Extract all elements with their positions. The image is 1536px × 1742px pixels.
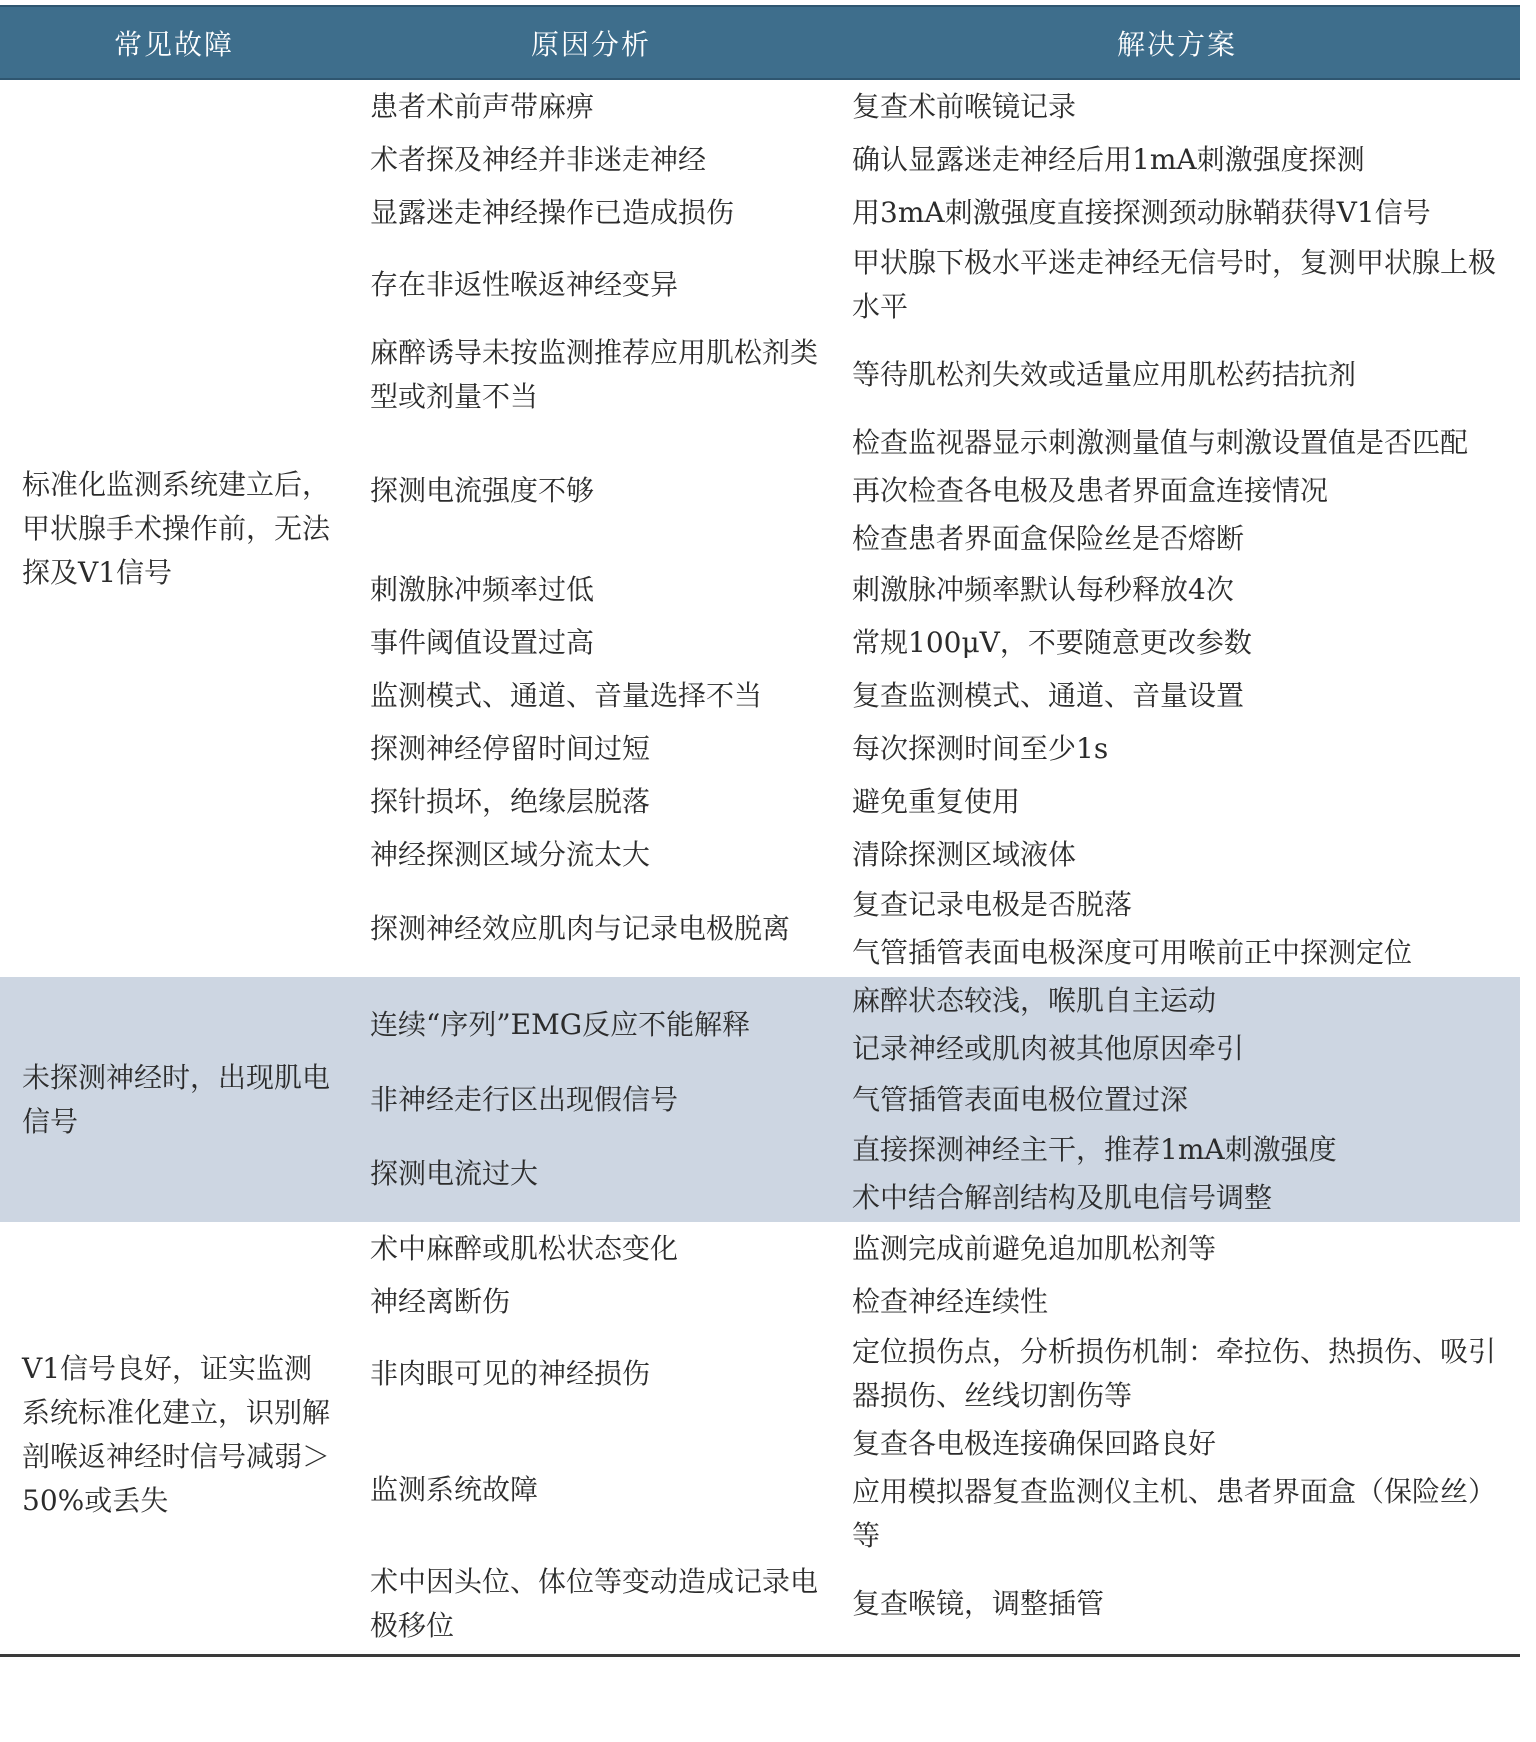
fault-group: [0, 1222, 1520, 1648]
cause-cell: 术者探及神经并非迷走神经: [370, 142, 707, 176]
table-header: [0, 5, 1520, 80]
solution-cell: [834, 775, 1520, 828]
table-row: [348, 1328, 1520, 1420]
cause-cell: 监测系统故障: [370, 1473, 539, 1506]
cause-cell: 术中因头位、体位等变动造成记录电极移位: [370, 1565, 819, 1642]
table-body: [0, 80, 1520, 1648]
table-row: [348, 419, 1520, 563]
solution-cell: [834, 828, 1520, 881]
cause-cell: 探针损坏，绝缘层脱落: [370, 784, 651, 818]
solution-item: 检查监视器显示刺激测量值与刺激设置值是否匹配: [852, 426, 1469, 459]
solution-cell: [834, 881, 1520, 977]
solution-cell: [834, 616, 1520, 669]
table-row: [348, 616, 1520, 669]
solution-item: 复查记录电极是否脱落: [852, 888, 1133, 921]
solution-item: 用3mA刺激强度直接探测颈动脉鞘获得V1信号: [852, 195, 1431, 229]
cause-cell: 术中麻醉或肌松状态变化: [370, 1231, 679, 1265]
solution-item: 监测完成前避免追加肌松剂等: [852, 1231, 1217, 1265]
solution-cell: [834, 1328, 1520, 1420]
solution-item: 等待肌松剂失效或适量应用肌松药拮抗剂: [852, 358, 1357, 391]
table-row: [348, 80, 1520, 133]
table-row: [348, 722, 1520, 775]
solution-cell: [834, 80, 1520, 133]
solution-cell: [834, 1126, 1520, 1222]
cause-cell: 连续“序列”EMG反应不能解释: [370, 1008, 751, 1041]
solution-item: 确认显露迷走神经后用1mA刺激强度探测: [852, 142, 1365, 176]
fault-text: V1信号良好，证实监测系统标准化建立，识别解剖喉返神经时信号减弱＞50%或丢失: [22, 1352, 331, 1517]
solution-item: 麻醉状态较浅，喉肌自主运动: [852, 984, 1217, 1017]
fault-cell: [0, 1222, 348, 1648]
solution-item: 甲状腺下极水平迷走神经无信号时，复测甲状腺上极水平: [852, 246, 1497, 323]
cause-cell: 神经离断伤: [370, 1284, 511, 1318]
table-row: [348, 775, 1520, 828]
solution-item: 复查各电极连接确保回路良好: [852, 1427, 1217, 1460]
solution-item: 气管插管表面电极深度可用喉前正中探测定位: [852, 936, 1413, 969]
table-row: [348, 186, 1520, 239]
solution-item: 复查术前喉镜记录: [852, 89, 1077, 123]
cause-cell: 事件阈值设置过高: [370, 625, 595, 659]
table-row: [348, 563, 1520, 616]
header-cause: 原因分析: [530, 27, 651, 61]
solution-item: 再次检查各电极及患者界面盒连接情况: [852, 474, 1329, 507]
fault-group: [0, 977, 1520, 1222]
cause-cell: 探测电流强度不够: [370, 474, 595, 507]
table-row: [348, 1222, 1520, 1275]
fault-cell: [0, 977, 348, 1222]
solution-item: 记录神经或肌肉被其他原因牵引: [852, 1032, 1245, 1065]
solution-cell: [834, 133, 1520, 186]
solution-cell: [834, 239, 1520, 331]
solution-cell: [834, 331, 1520, 419]
table-row: [348, 1275, 1520, 1328]
solution-cell: [834, 722, 1520, 775]
table-row: [348, 133, 1520, 186]
solution-cell: [834, 1560, 1520, 1648]
cause-cell: 探测电流过大: [370, 1157, 539, 1190]
solution-cell: [834, 1073, 1520, 1126]
cause-cell: 刺激脉冲频率过低: [370, 572, 595, 606]
solution-item: 应用模拟器复查监测仪主机、患者界面盒（保险丝）等: [852, 1475, 1497, 1552]
cause-cell: 神经探测区域分流太大: [370, 837, 651, 871]
solution-item: 术中结合解剖结构及肌电信号调整: [852, 1181, 1273, 1214]
solution-cell: [834, 563, 1520, 616]
solution-item: 刺激脉冲频率默认每秒释放4次: [852, 572, 1234, 606]
cause-cell: 麻醉诱导未按监测推荐应用肌松剂类型或剂量不当: [370, 336, 819, 413]
troubleshooting-table: [0, 5, 1520, 1657]
table-row: [348, 828, 1520, 881]
fault-text: 标准化监测系统建立后，甲状腺手术操作前，无法探及V1信号: [22, 467, 331, 589]
table-row: [348, 977, 1520, 1073]
table-row: [348, 669, 1520, 722]
solution-item: 检查神经连续性: [852, 1284, 1049, 1318]
solution-item: 检查患者界面盒保险丝是否熔断: [852, 522, 1245, 555]
cause-cell: 存在非返性喉返神经变异: [370, 268, 679, 301]
header-solution: 解决方案: [1116, 27, 1237, 61]
cause-cell: 患者术前声带麻痹: [370, 89, 595, 123]
solution-cell: [834, 1222, 1520, 1275]
table-row: [348, 1420, 1520, 1560]
table-row: [348, 1126, 1520, 1222]
solution-cell: [834, 977, 1520, 1073]
solution-cell: [834, 1275, 1520, 1328]
solution-item: 气管插管表面电极位置过深: [852, 1082, 1189, 1116]
fault-group: [0, 80, 1520, 977]
cause-cell: 非肉眼可见的神经损伤: [370, 1357, 651, 1390]
table-row: [348, 1560, 1520, 1648]
table-row: [348, 1073, 1520, 1126]
header-fault: 常见故障: [113, 27, 234, 61]
fault-text: 未探测神经时，出现肌电信号: [22, 1060, 331, 1138]
solution-cell: [834, 186, 1520, 239]
cause-cell: 非神经走行区出现假信号: [370, 1082, 679, 1116]
solution-cell: [834, 669, 1520, 722]
solution-item: 直接探测神经主干，推荐1mA刺激强度: [852, 1133, 1337, 1166]
cause-cell: 监测模式、通道、音量选择不当: [370, 678, 763, 712]
solution-item: 避免重复使用: [852, 784, 1021, 818]
fault-cell: [0, 80, 348, 977]
solution-item: 复查喉镜，调整插管: [852, 1587, 1105, 1620]
solution-item: 每次探测时间至少1s: [852, 731, 1109, 765]
solution-item: 清除探测区域液体: [852, 837, 1077, 871]
solution-item: 定位损伤点，分析损伤机制：牵拉伤、热损伤、吸引器损伤、丝线切割伤等: [852, 1335, 1497, 1412]
table-row: [348, 881, 1520, 977]
bottom-rule: [0, 1654, 1520, 1657]
solution-item: 复查监测模式、通道、音量设置: [852, 678, 1245, 712]
table-row: [348, 239, 1520, 331]
solution-cell: [834, 1420, 1520, 1560]
solution-cell: [834, 419, 1520, 563]
table-row: [348, 331, 1520, 419]
cause-cell: 探测神经效应肌肉与记录电极脱离: [370, 912, 791, 945]
cause-cell: 探测神经停留时间过短: [370, 731, 651, 765]
cause-cell: 显露迷走神经操作已造成损伤: [370, 195, 735, 229]
solution-item: 常规100μV，不要随意更改参数: [852, 625, 1252, 659]
